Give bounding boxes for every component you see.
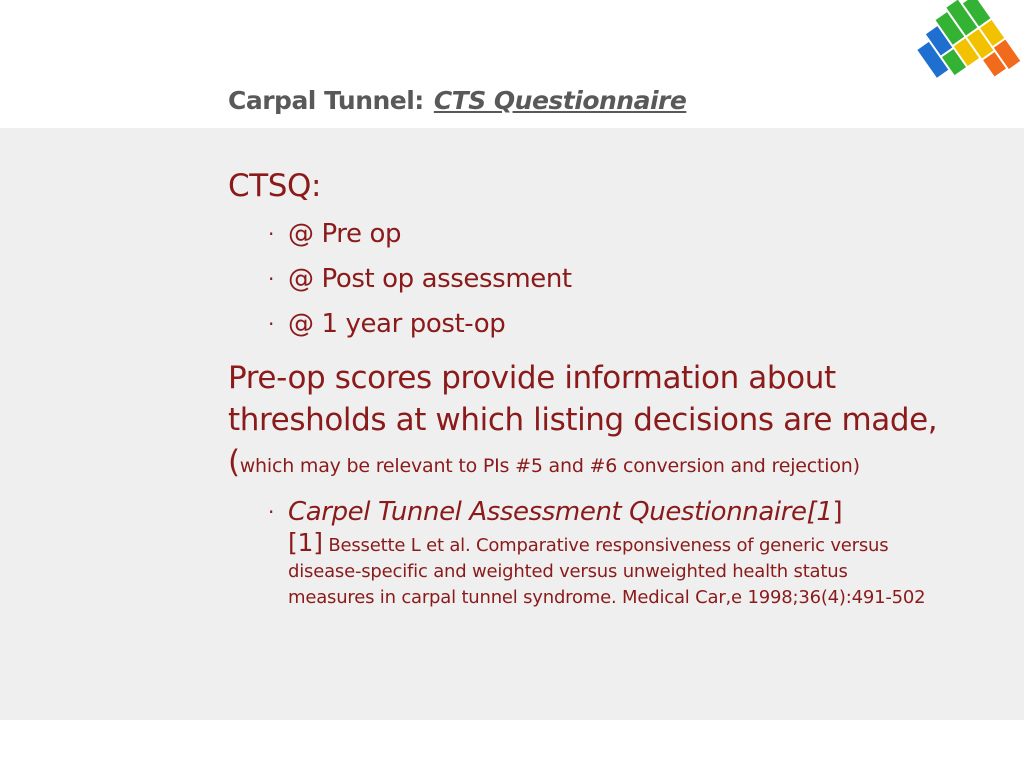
- list-item: · @ 1 year post-op: [228, 302, 988, 347]
- paragraph-main: Pre-op scores provide information about thresholds at which listing decisions are made, (: [228, 360, 938, 480]
- reference-number: [1]: [288, 528, 323, 557]
- bullet-list: [228, 212, 988, 347]
- bullet-icon: ·: [268, 267, 274, 291]
- title-main: Carpal Tunnel:: [228, 86, 424, 115]
- reference-citation: [1] Bessette L et al. Comparative responsiveness of generic versus: [288, 528, 889, 557]
- bullet-icon: ·: [268, 312, 274, 336]
- list-item: · @ Post op assessment: [228, 257, 988, 302]
- paragraph-note: which may be relevant to PIs #5 and #6 conversion and rejection): [239, 455, 860, 477]
- bullet-icon: ·: [268, 222, 274, 246]
- pre-op-paragraph: [228, 357, 988, 488]
- reference-title: Carpel Tunnel Assessment Questionnaire[1]: [288, 497, 843, 527]
- ctsq-heading: CTSQ:: [228, 168, 322, 204]
- title-subtitle: CTS Questionnaire: [433, 86, 687, 115]
- bullet-icon: ·: [268, 500, 275, 524]
- slide-body: [228, 166, 988, 611]
- reference-block: [228, 494, 988, 611]
- slide-title: [228, 86, 686, 115]
- reference-citation-3: measures in carpal tunnel syndrome. Medical Car,e 1998;36(4):491-502: [288, 587, 926, 608]
- logo-icon: [912, 0, 1024, 112]
- list-item: · @ Pre op: [228, 212, 988, 257]
- reference-citation-2: disease-specific and weighted versus unweighted health status: [288, 561, 848, 582]
